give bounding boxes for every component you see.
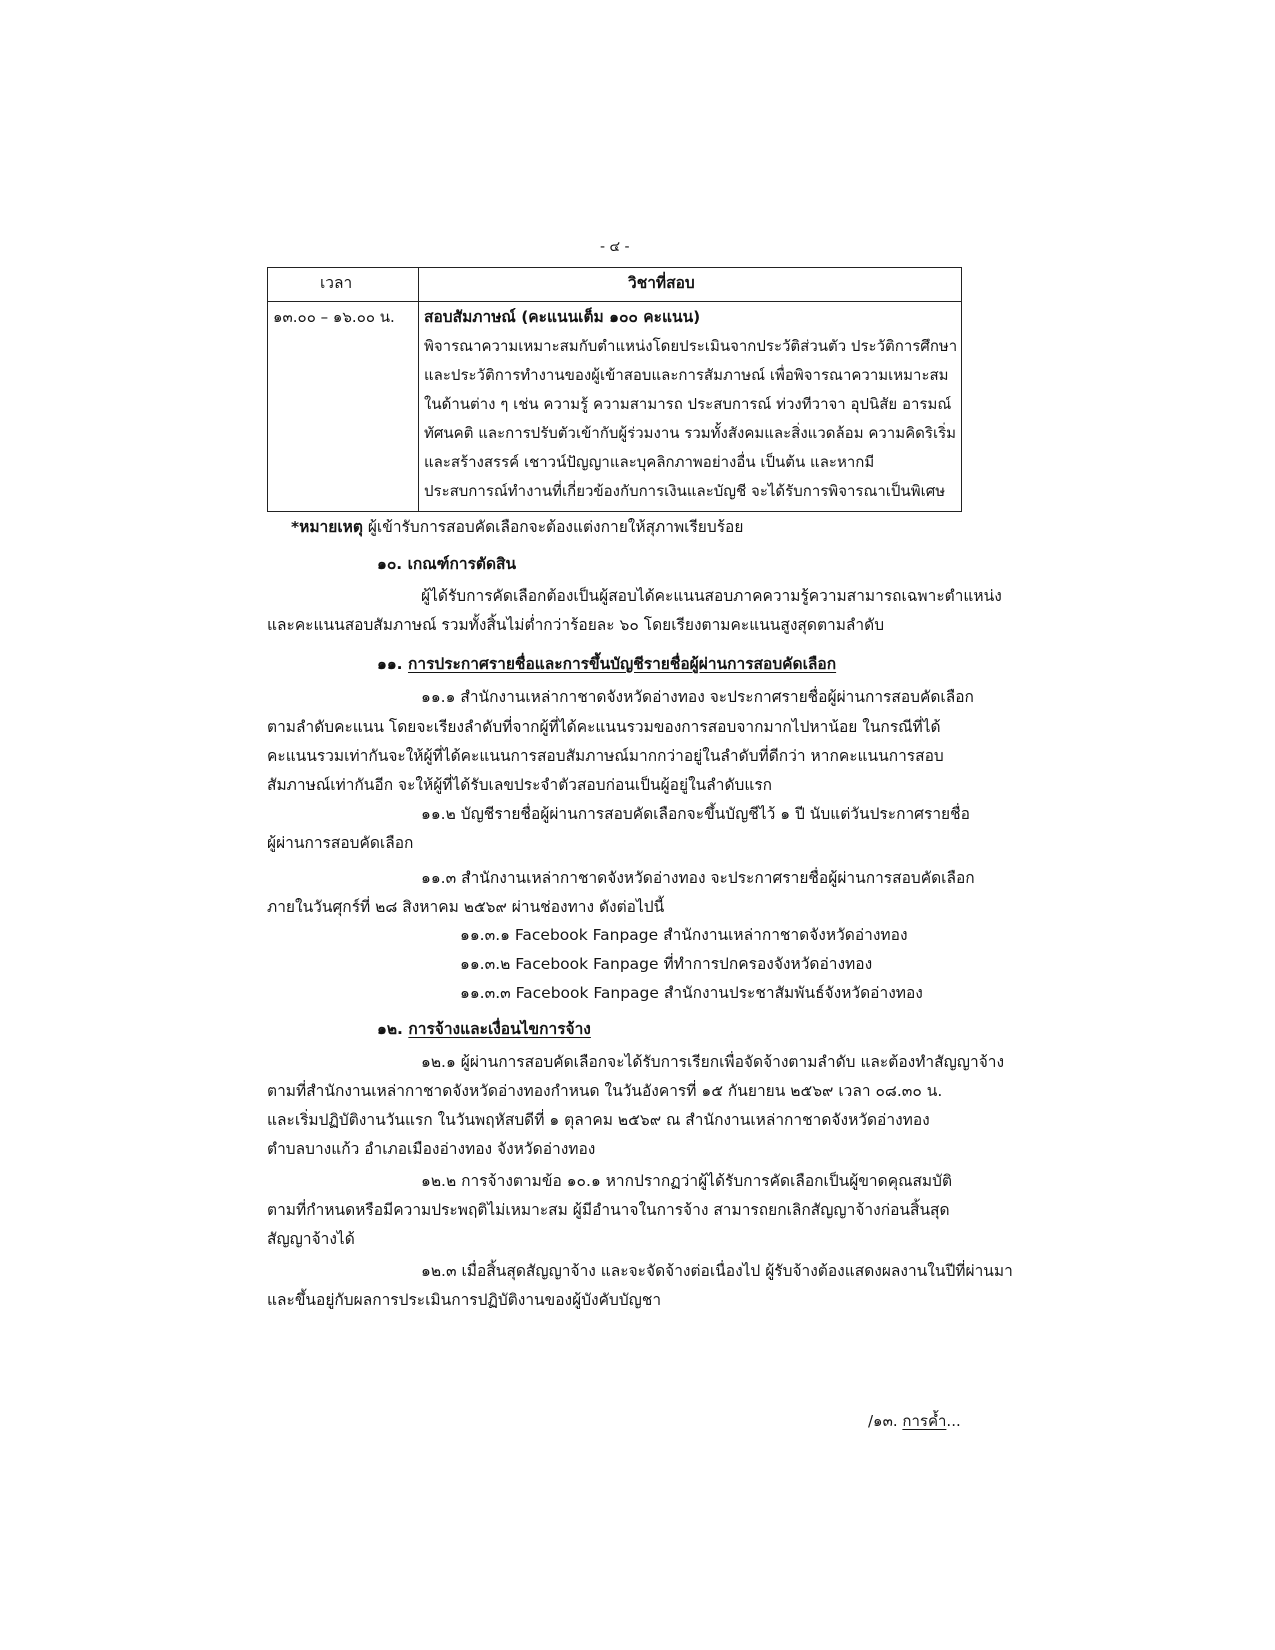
table-cell-line: และสร้างสรรค์ เชาวน์ปัญญาและบุคลิกภาพอย่างอื่น เป็นต้น และหากมี (424, 453, 875, 471)
note (291, 517, 743, 537)
paragraph-line: ๑๑.๑ สำนักงานเหล่ากาชาดจังหวัดอ่างทอง จะประกาศรายชื่อผู้ผ่านการสอบคัดเลือก (421, 688, 974, 706)
paragraph-line: ๑๒.๓ เมื่อสิ้นสุดสัญญาจ้าง และจะจัดจ้างต่อเนื่องไป ผู้รับจ้างต้องแสดงผลงานในปีที่ผ่านมา (421, 1262, 1013, 1280)
section-12-heading (377, 1019, 591, 1039)
paragraph-line: ๑๑.๒ บัญชีรายชื่อผู้ผ่านการสอบคัดเลือกจะขึ้นบัญชีไว้ ๑ ปี นับแต่วันประกาศรายชื่อ (421, 805, 970, 823)
section-11-number: ๑๑. (377, 655, 403, 673)
paragraph-line: ตามลำดับคะแนน โดยจะเรียงลำดับที่จากผู้ที่ได้คะแนนรวมของการสอบจากมากไปหาน้อย ในกรณีที่ได้ (267, 718, 941, 736)
channel-item: ๑๑.๓.๑ Facebook Fanpage สำนักงานเหล่ากาชาดจังหวัดอ่างทอง (460, 926, 908, 944)
section-11-heading (377, 654, 836, 674)
paragraph-line: ภายในวันศุกร์ที่ ๒๘ สิงหาคม ๒๕๖๙ ผ่านช่องทาง ดังต่อไปนี้ (267, 898, 665, 916)
continuation-suffix: ... (946, 1412, 961, 1430)
continuation-link: การค้ำ (902, 1412, 947, 1430)
paragraph-line: และเริ่มปฏิบัติงานวันแรก ในวันพฤหัสบดีที่ ๑ ตุลาคม ๒๕๖๙ ณ สำนักงานเหล่ากาชาดจังหวัดอ่างทอง (267, 1111, 930, 1129)
paragraph-line: ตามที่กำหนดหรือมีความประพฤติไม่เหมาะสม ผู้มีอำนาจในการจ้าง สามารถยกเลิกสัญญาจ้างก่อนสิ้นสุด (267, 1201, 950, 1219)
table-cell-line: ทัศนคติ และการปรับตัวเข้ากับผู้ร่วมงาน รวมทั้งสังคมและสิ่งแวดล้อม ความคิดริเริ่ม (424, 424, 957, 442)
table-header-subject: วิชาที่สอบ (628, 274, 695, 292)
table-cell-line: ในด้านต่าง ๆ เช่น ความรู้ ความสามารถ ประสบการณ์ ท่วงทีวาจา อุปนิสัย อารมณ์ (424, 395, 952, 413)
note-text: ผู้เข้ารับการสอบคัดเลือกจะต้องแต่งกายให้สุภาพเรียบร้อย (362, 518, 744, 536)
continuation-reference (868, 1411, 961, 1431)
note-label: *หมายเหตุ (291, 518, 363, 536)
section-12-number: ๑๒. (377, 1020, 403, 1038)
paragraph-line: ๑๒.๑ ผู้ผ่านการสอบคัดเลือกจะได้รับการเรียกเพื่อจัดจ้างตามลำดับ และต้องทำสัญญาจ้าง (421, 1053, 1005, 1071)
paragraph-line: และขึ้นอยู่กับผลการประเมินการปฏิบัติงานของผู้บังคับบัญชา (267, 1291, 662, 1309)
table-header-time: เวลา (320, 274, 353, 292)
page-number: - ๔ - (600, 239, 630, 255)
section-11-title: การประกาศรายชื่อและการขึ้นบัญชีรายชื่อผู้ผ่านการสอบคัดเลือก (407, 655, 837, 673)
paragraph-line: คะแนนรวมเท่ากันจะให้ผู้ที่ได้คะแนนการสอบสัมภาษณ์มากกว่าอยู่ในลำดับที่ดีกว่า หากคะแนนการสอบ (267, 747, 944, 765)
paragraph-line: ๑๒.๒ การจ้างตามข้อ ๑๐.๑ หากปรากฏว่าผู้ได้รับการคัดเลือกเป็นผู้ขาดคุณสมบัติ (421, 1172, 953, 1190)
paragraph-line: ๑๑.๓ สำนักงานเหล่ากาชาดจังหวัดอ่างทอง จะประกาศรายชื่อผู้ผ่านการสอบคัดเลือก (421, 869, 975, 887)
channel-item: ๑๑.๓.๓ Facebook Fanpage สำนักงานประชาสัมพันธ์จังหวัดอ่างทอง (460, 984, 923, 1002)
table-column-divider (418, 268, 419, 511)
table-header-divider (268, 301, 961, 302)
paragraph-line: ผู้ผ่านการสอบคัดเลือก (267, 834, 414, 852)
table-cell-subject-title: สอบสัมภาษณ์ (คะแนนเต็ม ๑๐๐ คะแนน) (424, 308, 701, 326)
exam-schedule-table (267, 267, 962, 512)
table-cell-line: และประวัติการทำงานของผู้เข้าสอบและการสัมภาษณ์ เพื่อพิจารณาความเหมาะสม (424, 366, 949, 384)
channel-item: ๑๑.๓.๒ Facebook Fanpage ที่ทำการปกครองจังหวัดอ่างทอง (460, 955, 873, 973)
section-12-title: การจ้างและเงื่อนไขการจ้าง (408, 1020, 591, 1038)
table-cell-line: พิจารณาความเหมาะสมกับตำแหน่งโดยประเมินจากประวัติส่วนตัว ประวัติการศึกษา (424, 337, 958, 355)
paragraph-line: ตำบลบางแก้ว อำเภอเมืองอ่างทอง จังหวัดอ่างทอง (267, 1140, 596, 1158)
paragraph-line: สัญญาจ้างได้ (267, 1230, 355, 1248)
table-cell-line: ประสบการณ์ทำงานที่เกี่ยวข้องกับการเงินและบัญชี จะได้รับการพิจารณาเป็นพิเศษ (424, 482, 946, 500)
paragraph-line: สัมภาษณ์เท่ากันอีก จะให้ผู้ที่ได้รับเลขประจำตัวสอบก่อนเป็นผู้อยู่ในลำดับแรก (267, 776, 773, 794)
paragraph-line: ตามที่สำนักงานเหล่ากาชาดจังหวัดอ่างทองกำหนด ในวันอังคารที่ ๑๕ กันยายน ๒๕๖๙ เวลา ๐๘.๓๐ น. (267, 1082, 943, 1100)
section-10-heading: ๑๐. เกณฑ์การตัดสิน (377, 555, 517, 573)
table-cell-time: ๑๓.๐๐ – ๑๖.๐๐ น. (273, 308, 395, 326)
paragraph-line: ผู้ได้รับการคัดเลือกต้องเป็นผู้สอบได้คะแนนสอบภาคความรู้ความสามารถเฉพาะตำแหน่ง (421, 587, 1002, 605)
continuation-prefix: /๑๓. (868, 1412, 898, 1430)
paragraph-line: และคะแนนสอบสัมภาษณ์ รวมทั้งสิ้นไม่ต่ำกว่าร้อยละ ๖๐ โดยเรียงตามคะแนนสูงสุดตามลำดับ (267, 616, 885, 634)
